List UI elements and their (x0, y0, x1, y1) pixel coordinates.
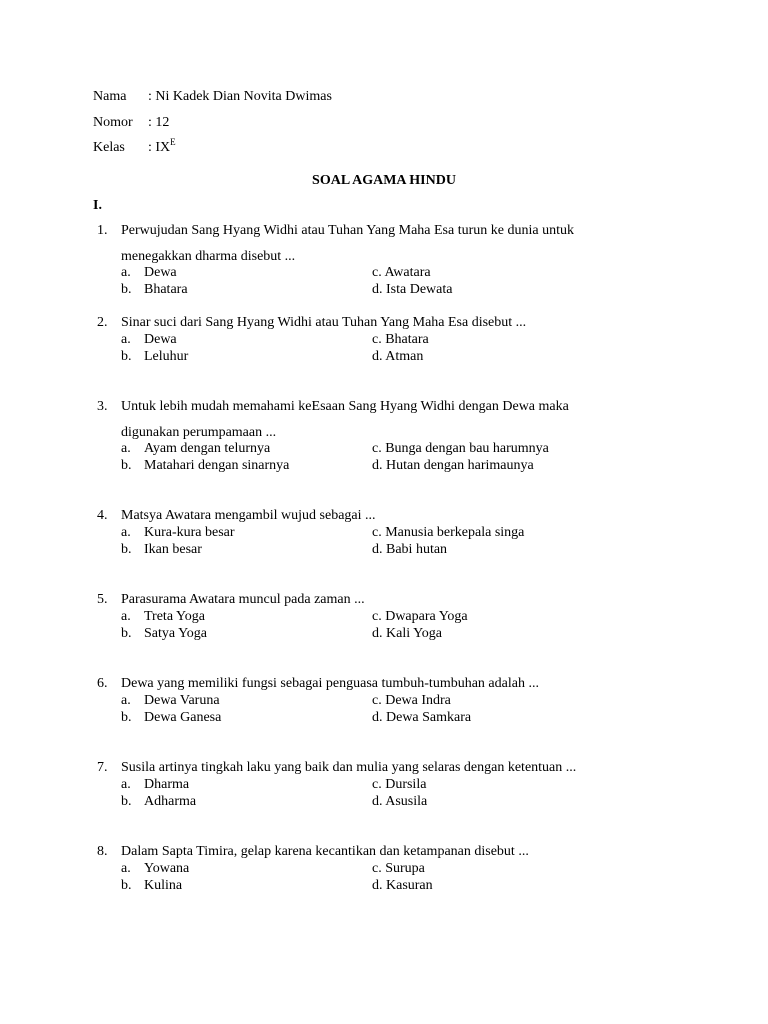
option-c: c. Bunga dengan bau harumnya (372, 441, 549, 456)
nama-value: : Ni Kadek Dian Novita Dwimas (148, 89, 332, 104)
option-b: Leluhur (144, 349, 189, 364)
option-b: Matahari dengan sinarnya (144, 458, 290, 473)
question-text: Dalam Sapta Timira, gelap karena kecantikan dan ketampanan disebut ... (121, 844, 529, 859)
option-d: d. Hutan dengan harimaunya (372, 458, 534, 473)
option-c: c. Dewa Indra (372, 693, 451, 708)
option-c: c. Dursila (372, 777, 427, 792)
option-d: d. Babi hutan (372, 542, 448, 557)
option-a-letter: a. (121, 777, 131, 792)
option-b: Adharma (144, 794, 197, 809)
question-number: 3. (97, 399, 108, 414)
option-b-letter: b. (121, 710, 132, 725)
option-b-letter: b. (121, 282, 132, 297)
option-b: Bhatara (144, 282, 188, 297)
option-a-letter: a. (121, 265, 131, 280)
question-number: 8. (97, 844, 108, 859)
question-number: 4. (97, 508, 108, 523)
option-a: Dewa (144, 332, 177, 347)
option-a: Kura-kura besar (144, 525, 235, 540)
section-heading: I. (93, 198, 102, 213)
question-text-continuation: menegakkan dharma disebut ... (121, 249, 296, 264)
option-c: c. Awatara (372, 265, 431, 280)
option-b: Kulina (144, 878, 183, 893)
option-a: Treta Yoga (144, 609, 205, 624)
nama-label: Nama (93, 89, 127, 104)
option-a: Dewa Varuna (144, 693, 220, 708)
option-b: Ikan besar (144, 542, 202, 557)
question-number: 5. (97, 592, 108, 607)
document-title: SOAL AGAMA HINDU (312, 173, 456, 188)
option-a-letter: a. (121, 441, 131, 456)
option-b-letter: b. (121, 349, 132, 364)
question-text: Perwujudan Sang Hyang Widhi atau Tuhan Yang Maha Esa turun ke dunia untuk (121, 223, 574, 238)
option-b-letter: b. (121, 794, 132, 809)
option-c: c. Manusia berkepala singa (372, 525, 525, 540)
question-text-continuation: digunakan perumpamaan ... (121, 425, 277, 440)
option-d: d. Dewa Samkara (372, 710, 472, 725)
question-number: 1. (97, 223, 108, 238)
option-c: c. Bhatara (372, 332, 429, 347)
question-text: Untuk lebih mudah memahami keEsaan Sang Hyang Widhi dengan Dewa maka (121, 399, 569, 414)
question-text: Matsya Awatara mengambil wujud sebagai ... (121, 508, 376, 523)
option-a-letter: a. (121, 861, 131, 876)
option-a-letter: a. (121, 332, 131, 347)
kelas-value: : IX (148, 140, 171, 155)
kelas-value-group (148, 139, 176, 157)
option-c: c. Dwapara Yoga (372, 609, 468, 624)
question-text: Parasurama Awatara muncul pada zaman ... (121, 592, 365, 607)
question-number: 6. (97, 676, 108, 691)
option-a: Dharma (144, 777, 190, 792)
option-b-letter: b. (121, 542, 132, 557)
option-a-letter: a. (121, 609, 131, 624)
option-a-letter: a. (121, 525, 131, 540)
option-d: d. Asusila (372, 794, 428, 809)
question-number: 2. (97, 315, 108, 330)
option-a: Yowana (144, 861, 190, 876)
question-text: Dewa yang memiliki fungsi sebagai penguasa tumbuh-tumbuhan adalah ... (121, 676, 539, 691)
option-b-letter: b. (121, 458, 132, 473)
question-number: 7. (97, 760, 108, 775)
option-d: d. Ista Dewata (372, 282, 453, 297)
option-d: d. Atman (372, 349, 424, 364)
question-text: Sinar suci dari Sang Hyang Widhi atau Tuhan Yang Maha Esa disebut ... (121, 315, 527, 330)
option-a-letter: a. (121, 693, 131, 708)
option-a: Dewa (144, 265, 177, 280)
kelas-superscript: E (170, 137, 176, 147)
option-b: Dewa Ganesa (144, 710, 222, 725)
nomor-label: Nomor (93, 115, 133, 130)
question-text: Susila artinya tingkah laku yang baik dan mulia yang selaras dengan ketentuan ... (121, 760, 577, 775)
option-d: d. Kasuran (372, 878, 433, 893)
option-a: Ayam dengan telurnya (144, 441, 271, 456)
option-d: d. Kali Yoga (372, 626, 443, 641)
option-b-letter: b. (121, 878, 132, 893)
option-b: Satya Yoga (144, 626, 208, 641)
option-c: c. Surupa (372, 861, 425, 876)
kelas-label: Kelas (93, 140, 125, 155)
nomor-value: : 12 (148, 115, 170, 130)
option-b-letter: b. (121, 626, 132, 641)
